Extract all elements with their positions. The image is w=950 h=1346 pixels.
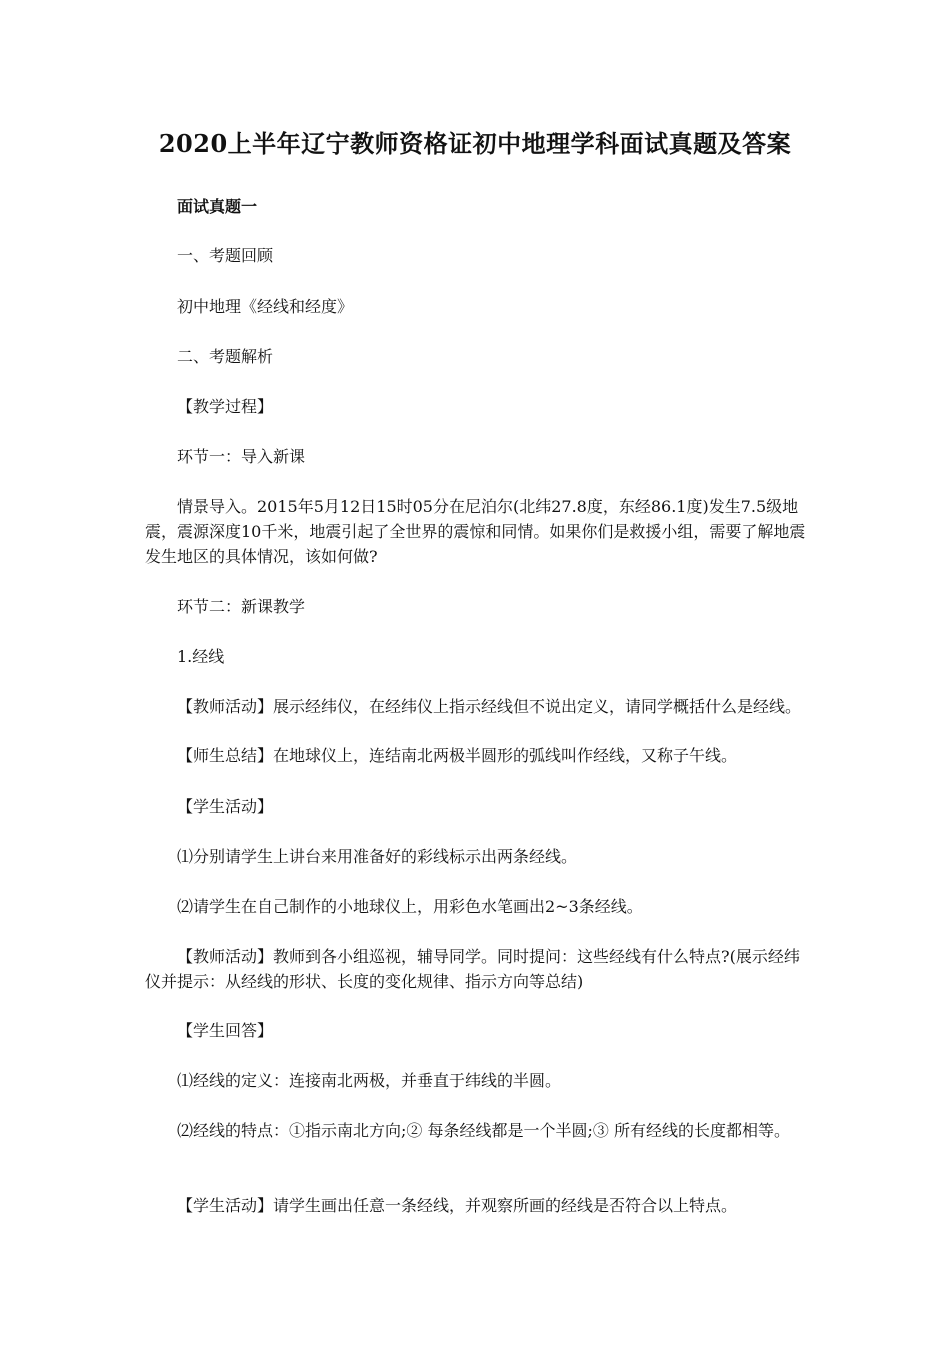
paragraph: 【学生回答】 (177, 1021, 274, 1040)
paragraph: 【教师活动】展示经纬仪，在经纬仪上指示经线但不说出定义，请同学概括什么是经线。 (177, 697, 802, 716)
paragraph: 【教师活动】教师到各小组巡视，辅导同学。同时提问：这些经线有什么特点?(展示经纬仪并提示：从经线的形状、长度的变化规律、指示方向等总结) (145, 947, 800, 991)
paragraph: 【师生总结】在地球仪上，连结南北两极半圆形的弧线叫作经线，又称子午线。 (177, 746, 738, 765)
paragraph: 环节二：新课教学 (177, 597, 306, 616)
paragraph: 初中地理《经线和经度》 (177, 297, 354, 316)
paragraph: ⑴经线的定义：连接南北两极，并垂直于纬线的半圆。 (177, 1071, 562, 1090)
paragraph: 二、考题解析 (177, 347, 274, 366)
paragraph: 【教学过程】 (177, 397, 274, 416)
paragraph: 环节一：导入新课 (177, 447, 306, 466)
document-title: 2020上半年辽宁教师资格证初中地理学科面试真题及答案 (158, 129, 792, 158)
paragraph: 【学生活动】请学生画出任意一条经线，并观察所画的经线是否符合以上特点。 (177, 1196, 738, 1215)
paragraph: ⑴分别请学生上讲台来用准备好的彩线标示出两条经线。 (177, 847, 578, 866)
section-heading: 面试真题一 (177, 197, 258, 216)
paragraph: 1.经线 (177, 647, 225, 666)
paragraph: ⑵请学生在自己制作的小地球仪上，用彩色水笔画出2~3条经线。 (177, 897, 643, 916)
paragraph: 一、考题回顾 (177, 246, 274, 265)
paragraph: 【学生活动】 (177, 797, 274, 816)
paragraph: ⑵经线的特点：①指示南北方向;② 每条经线都是一个半圆;③ 所有经线的长度都相等。 (177, 1121, 790, 1140)
paragraph: 情景导入。2015年5月12日15时05分在尼泊尔(北纬27.8度，东经86.1度)发生7.5级地震，震源深度10千米，地震引起了全世界的震惊和同情。如果你们是救援小组，需要了解地震发生地区的具体情况，该如何做? (145, 497, 806, 566)
